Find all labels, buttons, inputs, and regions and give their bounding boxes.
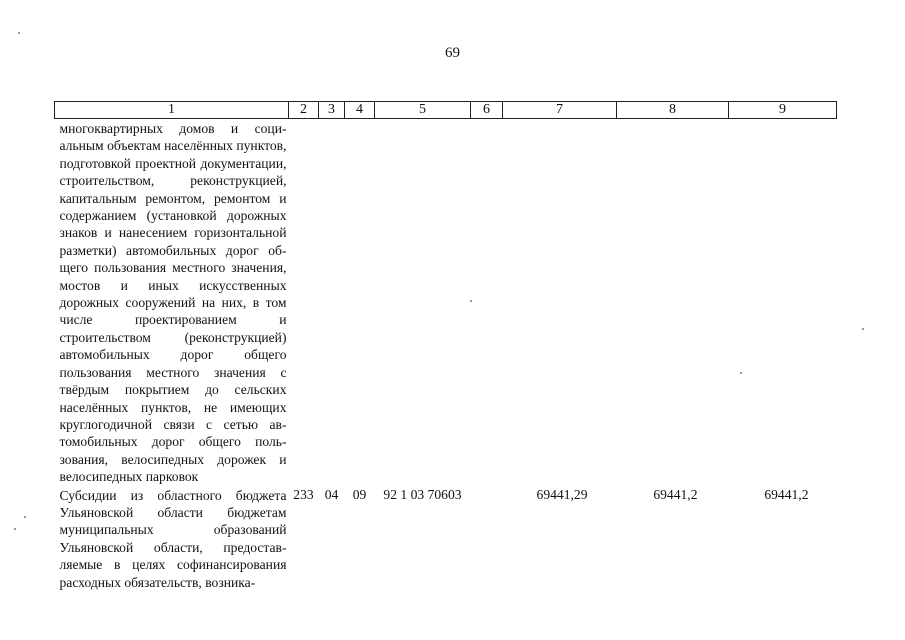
cell-col-4: 09 — [352, 486, 367, 502]
column-header-5: 5 — [375, 102, 471, 119]
cell-col-2: 233 — [293, 486, 314, 502]
cell-col-7: 69441,29 — [536, 486, 588, 502]
column-header-6: 6 — [471, 102, 503, 119]
cell-col-7 — [503, 119, 617, 486]
column-header-1: 1 — [55, 102, 289, 119]
cell-col-6 — [471, 119, 503, 486]
scan-speck — [18, 32, 20, 34]
cell-col-9 — [729, 119, 837, 486]
scan-speck — [862, 328, 864, 330]
page-number: 69 — [445, 45, 460, 61]
column-header-9: 9 — [729, 102, 837, 119]
column-header-2: 2 — [289, 102, 319, 119]
cell-col-3: 04 — [324, 486, 339, 502]
row-description: Субсидии из областного бюджета Ульяновской области бюджетам муниципальных образований Ульяновской области, предоставляемые в целях софинансирования расходных обязательств, возника- — [59, 487, 287, 590]
cell-col-8 — [617, 119, 729, 486]
column-header-4: 4 — [345, 102, 375, 119]
row-description: многоквартирных домов и социальным объектам населённых пунктов, подготовкой проектной документации, строительством, реконструкцией, капитальным ремонтом, ремонтом и содержанием (установкой дорожных знаков и нанесением горизонтальной разметки) автомобильных дорог общего пользования местного значения, мостов и иных искусственных дорожных сооружений на них, в том числе проектированием и строительством (реконструкцией) автомобильных дорог общего пользования местного значения с твёрдым покрытием до сельских населённых пунктов, не имеющих круглогодичной связи с сетью автомобильных дорог общего пользования, велосипедных дорожек и велосипедных парковок — [59, 121, 287, 485]
scan-speck — [14, 528, 16, 530]
column-header-7: 7 — [503, 102, 617, 119]
column-header-3: 3 — [319, 102, 345, 119]
cell-col-6 — [471, 486, 503, 591]
table-row — [55, 486, 837, 591]
table-row — [55, 119, 837, 486]
table-header-row — [55, 102, 837, 119]
cell-col-5 — [375, 119, 471, 486]
scan-speck — [24, 516, 26, 518]
scan-speck — [740, 372, 742, 374]
cell-col-9: 69441,2 — [764, 486, 809, 502]
cell-col-8: 69441,2 — [653, 486, 698, 502]
cell-col-2 — [289, 119, 319, 486]
scan-speck — [470, 300, 472, 302]
budget-table — [54, 101, 837, 591]
column-header-8: 8 — [617, 102, 729, 119]
cell-col-3 — [319, 119, 345, 486]
cell-col-4 — [345, 119, 375, 486]
cell-col-5: 92 1 03 70603 — [383, 486, 462, 502]
